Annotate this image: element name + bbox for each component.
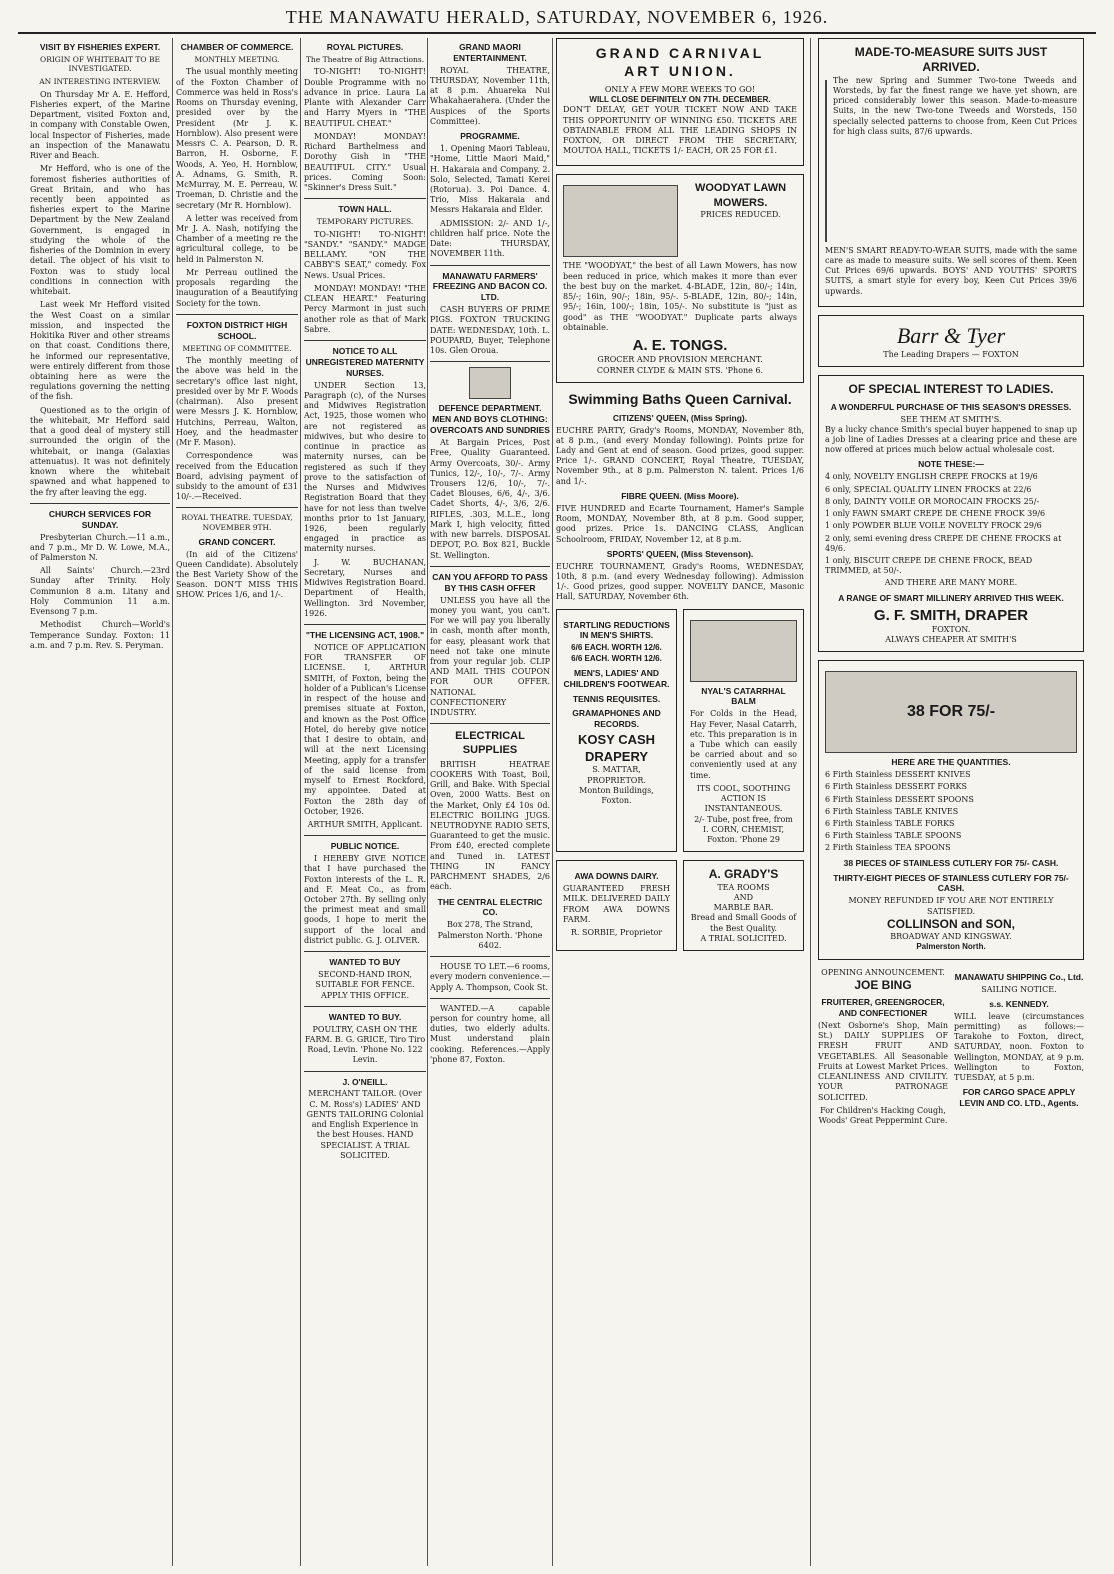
grady-line: AND [733,892,754,902]
mower-sub: PRICES REDUCED. [700,209,781,219]
carnival-title: GRAND CARNIVAL [595,45,765,61]
cutlery-item: 6 Firth Stainless TABLE SPOONS [825,831,962,841]
ladies-see: SEE THEM AT SMITH'S. [900,414,1002,424]
queen-1-title: CITIZENS' QUEEN, (Miss Spring). [612,412,748,423]
kosy-line: 6/6 EACH. WORTH 12/6. [571,653,662,663]
article-paragraph: (In aid of the Citizens' Queen Candidate). Absolutely the Best Variety Show of the Season. DON'T MISS THIS SHOW. Prices 1/6, and 1/-. [176,549,298,600]
chamber-heading: CHAMBER OF COMMERCE. [180,42,294,52]
bing-heading: OPENING ANNOUNCEMENT. [821,967,945,977]
nyal-address: Foxton. 'Phone 29 [707,835,780,845]
shipping-ad [954,968,1084,1127]
article-paragraph: Mr Perreau outlined the proposals regarding the inauguration of a Beautifying Society for the town. [176,267,298,308]
smith-ad [818,375,1084,652]
smith-name: G. F. SMITH, DRAPER [873,606,1029,624]
divider [304,1071,426,1072]
kosy-heading: TENNIS REQUISITES. [572,693,661,704]
barr-tyer-wordmark: Barr & Tyer [896,322,1006,348]
nyal-title: NYAL'S CATARRHAL BALM [701,685,786,707]
frock-item: 1 only POWDER BLUE VOILE NOVELTY FROCK 29/6 [825,521,1042,531]
public-notice-heading: PUBLIC NOTICE. [330,841,400,852]
ad-paragraph: MONDAY! MONDAY! Richard Barthelmess and Dorothy Gish in "THE BEAUTIFUL CITY." Usual prices. Coming Soon: "Skinner's Dress Suit." [304,131,426,193]
carnival-line-bold: WILL CLOSE DEFINITELY ON 7TH. DECEMBER. [589,95,771,105]
ad-paragraph: UNLESS you have all the money you want, you can't. For we will pay you liberally in cash, month after month, for easy, pleasant work that need not take one minute from your regular job. CLIP AND MAIL THIS COUPON FOR OUR OFFER. NATIONAL CONFECTIONERY INDUSTRY. [430,595,550,718]
cutlery-item: 6 Firth Stainless DESSERT FORKS [825,782,967,792]
cutlery-item: 6 Firth Stainless TABLE FORKS [825,819,955,829]
suits-ad [818,38,1084,307]
divider [304,835,426,836]
nyal-ad [683,609,804,853]
queen-2-title: FIBRE QUEEN. (Miss Moore). [621,490,739,501]
carnival-text: DON'T DELAY, GET YOUR TICKET NOW AND TAKE THIS OPPORTUNITY OF WINNING £50. TICKETS ARE OBTAINABLE FROM ALL THE LEADING SHOPS IN FOXTON, OR DIRECT FROM THE SECRETARY, MOUTOA HALL, TICKETS 1/- EACH, OR 25 FOR £1. [563,105,797,156]
divider [430,956,550,957]
central-electric-name: THE CENTRAL ELECTRIC CO. [437,896,543,918]
kosy-heading: MEN'S, LADIES' AND CHILDREN'S FOOTWEAR. [563,667,670,689]
kosy-heading: GRAMAPHONES AND RECORDS. [572,708,661,730]
collinson-name: COLLINSON and SON, [886,916,1015,931]
cutlery-refund: MONEY REFUNDED IF YOU ARE NOT ENTIRELY SATISFIED. [848,896,1054,916]
nyal-price: 2/- Tube, post free, from [694,814,793,824]
concert-venue: ROYAL THEATRE. TUESDAY, NOVEMBER 9TH. [181,513,293,533]
classified: WANTED.—A capable person for country home, all duties, two elderly adults. Must understand plain cooking. References.—Apply 'phone 87, Foxton. [430,1003,550,1064]
tongs-sub: GROCER AND PROVISION MERCHANT. [597,355,763,365]
church-heading: CHURCH SERVICES FOR SUNDAY. [48,508,152,530]
kosy-prop: S. MATTAR, PROPRIETOR. [587,765,646,785]
frock-item: 6 only, SPECIAL QUALITY LINEN FROCKS at 22/6 [825,484,1032,494]
divider [304,198,426,199]
town-hall-heading: TOWN HALL. [338,204,392,215]
bing-ad [818,968,948,1127]
grady-ad [683,860,804,951]
kosy-heading: STARTLING REDUCTIONS IN MEN'S SHIRTS. [563,619,670,641]
lawn-mower-illustration [563,185,678,257]
column-1 [30,38,170,1566]
article-paragraph: Mr Hefford, who is one of the foremost fisheries authorities of Great Britain, and who has recently been appointed as fisheries expert to the Marine Department by the New Zealand Government, is engaged in studying the whole of the fisheries of the Dominion in every detail. The object of his visit to Foxton was to study local conditions in connection with whitebait. [30,164,170,297]
ladies-note: NOTE THESE:— [918,459,984,470]
queen-3-text: EUCHRE TOURNAMENT, Grady's Rooms, WEDNESDAY, 10th, 8 p.m. (and every Wednesday following). Admission 1/-. Good prizes, good supper. NOVELTY DANCE, Masonic Hall, SATURDAY, November 6th. [556,561,804,602]
kosy-ad [556,609,677,853]
suits-title: MADE-TO-MEASURE SUITS JUST ARRIVED. [854,45,1048,75]
ad-paragraph: TO-NIGHT! TO-NIGHT! "SANDY." "SANDY." MADGE BELLAMY. "ON THE CABBY'S SEAT," comedy. Fox News. Usual Prices. [304,229,426,280]
cash-offer-heading: CAN YOU AFFORD TO PASS BY THIS CASH OFFER [432,571,548,593]
ladies-text: By a lucky chance Smith's special buyer happened to snap up a job line of Ladies Dresses at a clearing price and these are now offered at prices much below actual wholesale cost. [825,424,1077,455]
divider [304,624,426,625]
ad-paragraph: TO-NIGHT! TO-NIGHT! Double Programme with no advance in price. Laura La Plante with Alexander Carr and Harry Myers in "THE BEAUTIFUL CHEAT." [304,67,426,128]
column-rule [552,38,553,1566]
defence-heading: DEFENCE DEPARTMENT. MEN AND BOYS CLOTHING: OVERCOATS AND SUNDRIES [430,403,550,436]
oneill-heading: J. O'NEILL. [342,1076,388,1087]
concert-heading: GRAND CONCERT. [198,536,276,547]
notice-paragraph: J. W. BUCHANAN, Secretary, Nurses and Midwives Registration Board. Department of Health, Wellington. 3rd November, 1926. [304,557,426,618]
cutlery-item: 2 Firth Stainless TEA SPOONS [825,843,951,853]
wanted-text-2: POULTRY, CASH ON THE FARM. B. G. GRICE, Tiro Tiro Road, Levin. 'Phone No. 122 Levin. [304,1024,426,1065]
article-paragraph: Questioned as to the origin of the whitebait, Mr Hefford said that a good deal of mystery still surrounded the origin of the whitebait, or inanga (Galaxias attenuatus). It was not definitely known where the whitebait spawned and what happened to the fry after leaving the egg. [30,405,170,497]
ladies-heading: A WONDERFUL PURCHASE OF THIS SEASON'S DRESSES. [830,401,1072,412]
frock-item: 1 only FAWN SMART CREPE DE CHENE FROCK 39/6 [825,509,1046,519]
article-paragraph: All Saints' Church.—23rd Sunday after Trinity. Holy Communion 8 a.m. Litany and Holy Communion 11 a.m. Evensong 7 p.m. [30,566,170,617]
article-paragraph: Correspondence was received from the Education Board, advising payment of subsidy to the amount of £31 10/-.—Received. [176,451,298,502]
wanted-heading-2: WANTED TO BUY. [328,1011,402,1022]
ad-paragraph: 1. Opening Maori Tableau, "Home, Little Maori Maid," H. Hakaraia and Company. 2. Solo, Selected, Tamati Kerei (Rotorua). 3. Poi Dance. 4. Trio, Miss Hakaraia and Messrs Hakaraia and Elder. [430,144,550,215]
tongs-name: A. E. TONGS. [632,337,728,355]
divider [430,361,550,362]
carnival-ad [556,38,804,166]
fisheries-subheading-2: AN INTERESTING INTERVIEW. [39,77,161,87]
kosy-address: Monton Buildings, Foxton. [579,785,654,806]
column-5 [556,38,804,1566]
ad-paragraph: BRITISH HEATRAE COOKERS With Toast, Boil, Grill, and Bake. With Special Oven, 2000 Watts. Best on the Market, Only £4 10s 0d. ELECTRIC BOILING JUGS. NEUTRODYNE RADIO SETS, Guaranteed to get the music. From £40, erected complete and Tuned in. LATEST THING IN FANCY PARCHMENT SHADES, 2/6 each. [430,759,550,892]
column-3 [304,38,426,1566]
central-electric-address: Box 278, The Strand, Palmerston North. 'Phone 6402. [437,920,543,950]
notice-paragraph: UNDER Section 13, Paragraph (c), of the Nurses and Midwives Registration Act, 1925, those women who are not registered as midwives, but who desire to continue in practice as maternity nurses, can be registered as such if they prove to the satisfaction of the Nurses and Midwives Registration Board that they have for not less than twelve months prior to 1st January, 1926, been regularly engaged in practice as maternity nurses. [304,380,426,554]
article-paragraph: Last week Mr Hefford visited the West Coast on a similar mission, and inspected the Hokitika River and other streams on that coast. Conditions there, he informed our representative, were entirely different from those obtaining here as were the regulations governing the netting of the fish. [30,300,170,402]
mower-title: WOODYAT LAWN MOWERS. [694,182,787,209]
grady-line: A TRIAL SOLICITED. [700,933,787,943]
cutlery-list [825,770,1077,854]
smith-town: FOXTON. [931,624,971,634]
kosy-name: KOSY CASH DRAPERY [577,732,656,764]
carnival-line: ONLY A FEW MORE WEEKS TO GO! [604,84,756,94]
cutlery-badge: 38 FOR 75/- [906,702,996,720]
school-heading: FOXTON DISTRICT HIGH SCHOOL. [186,319,288,341]
cutlery-total: 38 PIECES OF STAINLESS CUTLERY FOR 75/- CASH. [843,857,1059,868]
column-rule [810,38,811,1566]
mower-ad [556,174,804,382]
shipping-footer: FOR CARGO SPACE APPLY LEVIN AND CO. LTD., Agents. [959,1087,1079,1109]
classified: HOUSE TO LET.—6 rooms, every modern convenience.—Apply A. Thompson, Cook St. [430,962,550,992]
ad-paragraph: ROYAL THEATRE, THURSDAY, November 11th, at 8 p.m. Ahuareka Nui Whakahaerahera. (Under the Auspices of the Sports Committee). [430,65,550,126]
bing-sub: FRUITERER, GREENGROCER, AND CONFECTIONER [821,997,945,1019]
divider [430,998,550,999]
nyal-illustration [690,620,797,682]
nyal-seller: I. CORN, CHEMIST, [703,824,784,834]
notice-paragraph: NOTICE OF APPLICATION FOR TRANSFER OF LICENSE. I, ARTHUR SMITH, of Foxton, being the holder of a Publican's License in respect of the house and premises situate at Foxton, and known as the Post Office Hotel, do hereby give notice that I desire to obtain, and will at the next Licensing Meeting, apply for a transfer of the said license from myself to Ernest Rockford, my appointee. Dated at Foxton the 28th day of October, 1926. [304,642,426,816]
wanted-heading: WANTED TO BUY [329,957,401,968]
collinson-town: Palmerston North. [916,942,986,952]
column-rule [300,38,301,1566]
nyal-text-2: ITS COOL, SOOTHING ACTION IS INSTANTANEOUS. [696,783,791,814]
column-rule [172,38,173,1566]
divider [430,566,550,567]
column-4 [430,38,550,1566]
nurses-heading: NOTICE TO ALL UNREGISTERED MATERNITY NURSES. [305,346,425,378]
collinson-address: BROADWAY AND KINGSWAY. [890,932,1012,942]
shipping-heading: SAILING NOTICE. [981,984,1057,994]
frock-item: 4 only, NOVELTY ENGLISH CREPE FROCKS at 19/6 [825,472,1038,482]
nyal-text: For Colds in the Head, Hay Fever, Nasal Catarrh, etc. This preparation is in a Tube which can easily be carried about and so conveniently used at any time. [690,709,797,780]
column-rule [427,38,428,1566]
carnival-title-2: ART UNION. [624,62,736,79]
bing-name: JOE BING [854,977,912,992]
maori-heading: GRAND MAORI ENTERTAINMENT. [453,42,527,63]
shipping-text: WILL leave (circumstances permitting) as follows:— Tarakohe to Foxton, direct, SATURDAY, noon. Foxton to Wellington, MONDAY, at 9 p.m. Wellington to Foxton, TUESDAY, at 5 p.m. [954,1011,1084,1083]
divider [304,951,426,952]
cutlery-ad [818,660,1084,959]
divider [430,723,550,724]
masthead: THE MANAWATU HERALD, SATURDAY, NOVEMBER 6, 1926. [18,6,1096,34]
school-subheading: MEETING OF COMMITTEE. [182,343,292,353]
queen-2-text: FIVE HUNDRED and Ecarte Tournament, Hamer's Sample Room, MONDAY, November 8th, at 8 p.m. Good supper, good prizes. Price 1s. DANCING CLASS, Anglican Schoolroom, FRIDAY, November 12, at 8 p.m. [556,503,804,544]
ladies-title: OF SPECIAL INTEREST TO LADIES. [848,382,1054,397]
crest-emblem [469,367,511,399]
ad-paragraph: MONDAY! MONDAY! "THE CLEAN HEART." Featuring Percy Marmont in just such another role as that of Mark Sabre. [304,283,426,334]
article-paragraph: Presbyterian Church.—11 a.m., and 7 p.m., Mr D. W. Lowe, M.A., of Palmerston N. [30,532,170,563]
bing-text: (Next Osborne's Shop, Main St.) DAILY SUPPLIES OF FRESH FRUIT AND VEGETABLES. All Seasonable Fruits at Lowest Market Prices. CLEANLINESS AND CIVILITY. YOUR PATRONAGE SOLICITED. [818,1020,948,1102]
ad-paragraph: ADMISSION: 2/- AND 1/-, children half price. Note the Date: THURSDAY, NOVEMBER 11th. [430,218,550,259]
applicant-signature: ARTHUR SMITH, Applicant. [307,819,423,829]
cutlery-item: 6 Firth Stainless DESSERT KNIVES [825,770,971,780]
dairy-ad [556,860,677,951]
divider [304,340,426,341]
cutlery-illustration [825,671,1077,753]
grady-line: TEA ROOMS [717,882,770,892]
fisheries-subheading: ORIGIN OF WHITEBAIT TO BE INVESTIGATED. [40,54,160,74]
article-paragraph: On Thursday Mr A. E. Hefford, Fisheries expert, of the Marine Department, visited Foxton and, in company with Constable Owen, local Inspector of Fisheries, made an inspection of the Manawatu River and Beach. [30,89,170,161]
column-2 [176,38,298,1566]
frock-list [825,472,1077,576]
queen-3-title: SPORTS' QUEEN, (Miss Stevenson). [606,548,754,559]
mower-text: THE "WOODYAT," the best of all Lawn Mowers, has now been reduced in price, which makes it more than ever the best buy on the market. 4-BLADE, 12in, 80/-; 14in, 85/-; 16in, 90/-; 18in, 95/-. 5-BLADE, 12in, 80/-; 14in, 95/-; 16in, 100/-; 18in, 105/-. No substitute is "just as good" as THE "WOODYAT." Duplicate parts always obtainable. [563,261,797,332]
kosy-line: 6/6 EACH. WORTH 12/6. [571,643,662,653]
dairy-prop: R. SORBIE, Proprietor [570,928,663,938]
barr-tyer-tagline: The Leading Drapers — FOXTON [883,350,1019,360]
cutlery-heading: HERE ARE THE QUANTITIES. [891,757,1011,768]
wanted-text: SECOND-HAND IRON, SUITABLE FOR FENCE. APPLY THIS OFFICE. [315,970,415,1000]
frock-item: 1 only, BISCUIT CREPE DE CHENE FROCK, BEAD TRIMMED, at 50/-. [825,555,1033,576]
gentleman-illustration [825,80,827,242]
ad-paragraph: At Bargain Prices, Post Free, Quality Guaranteed. Army Overcoats, 30/-. Army Tunics, 12/-, 10/-, 7/-. Army Trousers 12/6, 10/-, 7/-. Cadet Blouses, 6/6, 4/-, 3/6. Cadet Shorts, 4/-, 3/6, 2/6. RIFLES, .303, M.L.E., long Mark I, high velocity, fitted with new barrels. DISPOSAL DEPOT, P.O. Box 821, Buckle St. Wellington. [430,438,550,560]
dairy-title: AWA DOWNS DAIRY. [574,871,659,882]
divider [176,314,298,315]
divider [304,1006,426,1007]
article-paragraph: Methodist Church—World's Temperance Sunday. Foxton: 11 a.m. and 7 p.m. Rev. S. Peryman. [30,620,170,650]
oneill-text: MERCHANT TAILOR. (Over C. M. Ross's) LADIES' AND GENTS TAILORING Colonial and English Experience in the best Houses. HAND SPECIALIST. A TRIAL SOLICITED. [306,1089,424,1160]
cutlery-item: 6 Firth Stainless TABLE KNIVES [825,806,959,816]
grady-line: MARBLE BAR. [713,903,774,913]
shipping-name: MANAWATU SHIPPING Co., Ltd. [954,971,1084,982]
suits-text: The new Spring and Summer Two-tone Tweeds and Worsteds, by far the finest range we have yet shown, are priced considerably lower this season. Made-to-measure Suits, in the new Two-tone Tweeds and Worsteds, 150 specially selected patterns to choose from, Keen Cut Prices for high class suits, 87/6 upwards. [833,75,1077,136]
frock-item: 2 only, semi evening dress CREPE DE CHENE FROCKS at 49/6. [825,533,1062,553]
cutlery-item: 6 Firth Stainless DESSERT SPOONS [825,794,974,804]
article-paragraph: The monthly meeting of the above was held in the secretary's office last night, presided over by Mr F. Woods (chairman). Also present were Messrs J. K. Hornblow, Hutchins, Perreau, Walton, Hoey, and the headmaster (Mr F. Mason). [176,356,298,448]
barr-tyer-logo [818,315,1084,367]
baths-title: Swimming Baths Queen Carnival. [568,390,792,407]
article-paragraph: The usual monthly meeting of the Foxton Chamber of Commerce was held in Ross's Rooms on Thursday evening, presided over by the President (Mr J. K. Hornblow). Also present were Messrs C. A. Pearson, D. R. Barron, H. Osborne, F. Woods, A. Yeo, H. Hornblow, A. Adnams, G. Smith, R. McMurray, M. E. Perreau, W. Troeman, D. Christie and the secretary (Mr R. Hornblow). [176,67,298,210]
tongs-address: CORNER CLYDE & MAIN STS. 'Phone 6. [596,365,764,375]
grady-name: A. GRADY'S [708,867,779,882]
ladies-more: AND THERE ARE MANY MORE. [884,578,1018,588]
cutlery-line: THIRTY-EIGHT PIECES OF STAINLESS CUTLERY FOR 75/- CASH. [833,872,1069,894]
chamber-subheading: MONTHLY MEETING. [194,54,280,64]
licensing-heading: "THE LICENSING ACT, 1908." [305,630,425,641]
divider [176,507,298,508]
smith-tagline: ALWAYS CHEAPER AT SMITH'S [885,634,1017,644]
ad-paragraph: CASH BUYERS OF PRIME PIGS. FOXTON TRUCKING DATE: WEDNESDAY, 10th. L. POUPARD, Buyer, Telephone 10s. Glen Oroua. [430,305,550,356]
town-hall-sub: TEMPORARY PICTURES. [316,217,414,227]
shipping-vessel: s.s. KENNEDY. [989,998,1049,1009]
royal-pictures-heading: ROYAL PICTURES. [326,42,404,52]
divider [30,503,170,504]
fisheries-heading: VISIT BY FISHERIES EXPERT. [39,42,161,52]
millinery-heading: A RANGE OF SMART MILLINERY ARRIVED THIS WEEK. [838,592,1064,603]
column-6 [818,38,1084,1566]
grady-line: Bread and Small Goods of the Best Quality. [690,913,797,933]
queen-1-text: EUCHRE PARTY, Grady's Rooms, MONDAY, November 8th, at 8 p.m., (and every Monday following). Points prize for Lady and Gent at end of season. Good prizes, good supper. Price 1/-. GRAND CONCERT, Royal Theatre, TUESDAY, November 9th., at 8 p.m. Palmerston N. talent. Prices 1/6 and 1/-. [556,425,804,486]
bing-footer: For Children's Hacking Cough, Woods' Great Peppermint Cure. [818,1105,948,1126]
programme-heading: PROGRAMME. [460,131,520,142]
suits-text-2: MEN'S SMART READY-TO-WEAR SUITS, made with the same care as made to measure suits. We sell scores of them. Keen Cut Prices 69/6 upwards. BOYS' AND YOUTHS' SPORTS SUITS, a smart style for every boy, Keen Cut Prices 39/6 upwards. [825,245,1077,296]
divider [430,265,550,266]
dairy-text: GUARANTEED FRESH MILK. DELIVERED DAILY FROM AWA DOWNS FARM. [563,884,670,924]
frock-item: 8 only, DAINTY VOILE OR MOROCAIN FROCKS 25/- [825,496,1040,506]
notice-paragraph: I HEREBY GIVE NOTICE that I have purchased the Foxton interests of the L. R. and F. Meat Co., as from October 27th. By selling only the primest meat and small goods, I hope to merit the support of the local and district public. G. J. OLIVER. [304,854,426,945]
royal-pictures-sub: The Theatre of Big Attractions. [305,54,425,64]
freezing-heading: MANAWATU FARMERS' FREEZING AND BACON CO. LTD. [432,270,548,303]
article-paragraph: A letter was received from Mr J. A. Nash, notifying the Chamber of a meeting re the agricultural college, to be held in Palmerston N. [176,213,298,264]
electrical-heading: ELECTRICAL SUPPLIES [455,730,525,757]
